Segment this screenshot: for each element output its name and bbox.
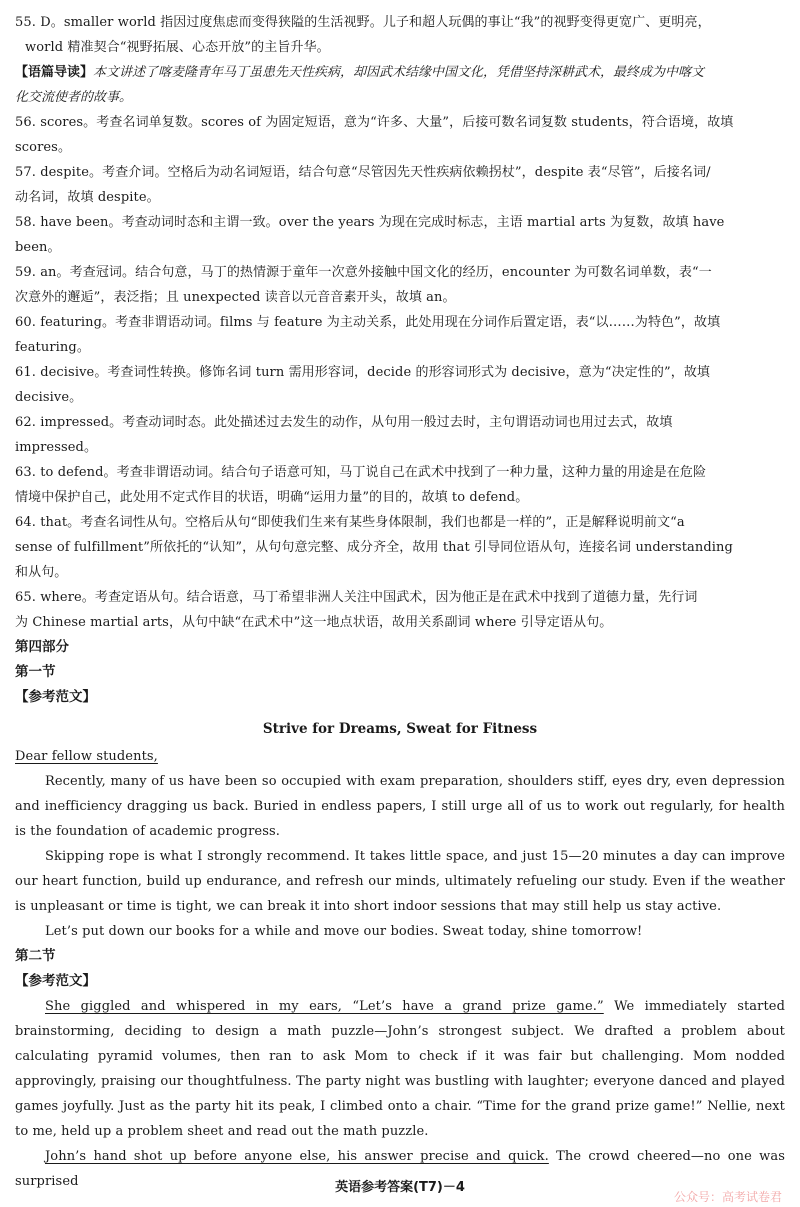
part-four-heading: 第四部分 xyxy=(15,639,69,655)
answer-60-line-2: featuring。 xyxy=(15,340,90,355)
essay-salutation xyxy=(15,744,785,769)
essay-salutation-text: Dear fellow students, xyxy=(15,749,158,764)
reference-essay-tag-2: 【参考范文】 xyxy=(15,973,96,989)
answer-59-line-1: 59. an。考查冠词。结合句意，马丁的热情源于童年一次意外接触中国文化的经历，encounter 为可数名词单数，表“一 xyxy=(15,265,712,280)
answer-59-line-2: 次意外的邂逅”，表泛指；且 unexpected 读音以元音音素开头，故填 an。 xyxy=(15,290,456,305)
answer-65-line-2: 为 Chinese martial arts，从句中缺“在武术中”这一地点状语，故用关系副词 where 引导定语从句。 xyxy=(15,615,613,630)
answer-62-line-1: 62. impressed。考查动词时态。此处描述过去发生的动作，从句用一般过去时，主句谓语动词也用过去式，故填 xyxy=(15,415,673,430)
answer-63-line-2: 情境中保护自己，此处用不定式作目的状语，明确“运用力量”的目的，故填 to defend。 xyxy=(15,490,529,505)
story-paragraph-2-given-sentence: John’s hand shot up before anyone else, his answer precise and quick. xyxy=(45,1149,549,1164)
story-paragraph-2-body: The crowd cheered—no one was surprised xyxy=(15,1149,786,1189)
answer-page xyxy=(15,10,785,1194)
answer-56-line-1: 56. scores。考查名词单复数。scores of 为固定短语，意为“许多、大量”，后接可数名词复数 students，符合语境，故填 xyxy=(15,115,734,130)
section-two-heading: 第二节 xyxy=(15,948,56,964)
answer-57-line-1: 57. despite。考查介词。空格后为动名词短语，结合句意“尽管因先天性疾病依赖拐杖”，despite 表“尽管”，后接名词/ xyxy=(15,165,711,180)
watermark-text: 公众号：高考试卷君 xyxy=(673,1190,782,1204)
essay-paragraph-1: Recently, many of us have been so occupied with exam preparation, shoulders stiff, eyes dry, even depression and inefficiency dragging us back. Buried in endless papers, I still urge all of us to work out regularly, for health is the foundation of academic progress. xyxy=(15,774,785,839)
page-footer: 英语参考答案(T7)－4 xyxy=(335,1180,465,1195)
essay-paragraph-3: Let’s put down our books for a while and move our bodies. Sweat today, shine tomorrow! xyxy=(45,924,643,939)
answer-55-line-1: 55. D。smaller world 指因过度焦虑而变得狭隘的生活视野。儿子和超人玩偶的事让“我”的视野变得更宽广、更明亮， xyxy=(15,15,711,30)
reference-essay-tag-1: 【参考范文】 xyxy=(15,689,96,705)
essay-paragraph-2: Skipping rope is what I strongly recommend. It takes little space, and just 15—20 minutes a day can improve our heart function, build up endurance, and refresh our minds, ultimately refueling our study. Even if the weather is unpleasant or time is tight, we can break it into short indoor sessions that may still help us stay active. xyxy=(15,849,785,914)
answer-61-line-2: decisive。 xyxy=(15,390,83,405)
answer-64-line-1: 64. that。考查名词性从句。空格后从句“即使我们生来有某些身体限制，我们也都是一样的”，正是解释说明前文“a xyxy=(15,515,685,530)
section-one-heading: 第一节 xyxy=(15,664,56,680)
story-paragraph-1-body: We immediately started brainstorming, deciding to design a math puzzle—John’s strongest subject. We drafted a problem about calculating pyramid volumes, then ran to ask Mom to check if it was fair but challenging. Mom nodded approvingly, praising our thoughtfulness. The party night was bustling with laughter; everyone danced and played games joyfully. Just as the party hit its peak, I climbed onto a chair. “Time for the grand prize game!” Nellie, next to me, held up a problem sheet and read out the math puzzle. xyxy=(15,999,785,1139)
answer-58-line-2: been。 xyxy=(15,240,61,255)
story-paragraph-1-given-sentence: She giggled and whispered in my ears, “Let’s have a grand prize game.” xyxy=(45,999,604,1014)
answer-57-line-2: 动名词，故填 despite。 xyxy=(15,190,160,205)
passage-guide xyxy=(15,60,785,85)
answer-58-line-1: 58. have been。考查动词时态和主谓一致。over the years 为现在完成时标志，主语 martial arts 为复数，故填 have xyxy=(15,215,725,230)
answer-65-line-1: 65. where。考查定语从句。结合语意，马丁希望非洲人关注中国武术，因为他正是在武术中找到了道德力量，先行词 xyxy=(15,590,698,605)
answer-62-line-2: impressed。 xyxy=(15,440,98,455)
passage-guide-line-2: 化交流使者的故事。 xyxy=(15,90,133,105)
passage-guide-line-1: 本文讲述了喀麦隆青年马丁虽患先天性疾病，却因武术结缘中国文化，凭借坚持深耕武术，最终成为中喀文 xyxy=(93,65,705,80)
answer-55-line-2: world 精准契合“视野拓展、心态开放”的主旨升华。 xyxy=(25,40,330,55)
answer-60-line-1: 60. featuring。考查非谓语动词。films 与 feature 为主动关系，此处用现在分词作后置定语，表“以……为特色”，故填 xyxy=(15,315,721,330)
essay-title: Strive for Dreams, Sweat for Fitness xyxy=(262,721,538,737)
passage-guide-tag: 【语篇导读】 xyxy=(15,65,94,80)
answer-64-line-2: sense of fulfillment”所依托的“认知”，从句句意完整、成分齐全，故用 that 引导同位语从句，连接名词 understanding xyxy=(15,540,733,555)
answer-61-line-1: 61. decisive。考查词性转换。修饰名词 turn 需用形容词，decide 的形容词形式为 decisive，意为“决定性的”，故填 xyxy=(15,365,711,380)
answer-63-line-1: 63. to defend。考查非谓语动词。结合句子语意可知，马丁说自己在武术中找到了一种力量，这种力量的用途是在危险 xyxy=(15,465,707,480)
answer-64-line-3: 和从句。 xyxy=(15,565,68,580)
story-paragraph-1 xyxy=(15,994,785,1144)
answer-56-line-2: scores。 xyxy=(15,140,72,155)
